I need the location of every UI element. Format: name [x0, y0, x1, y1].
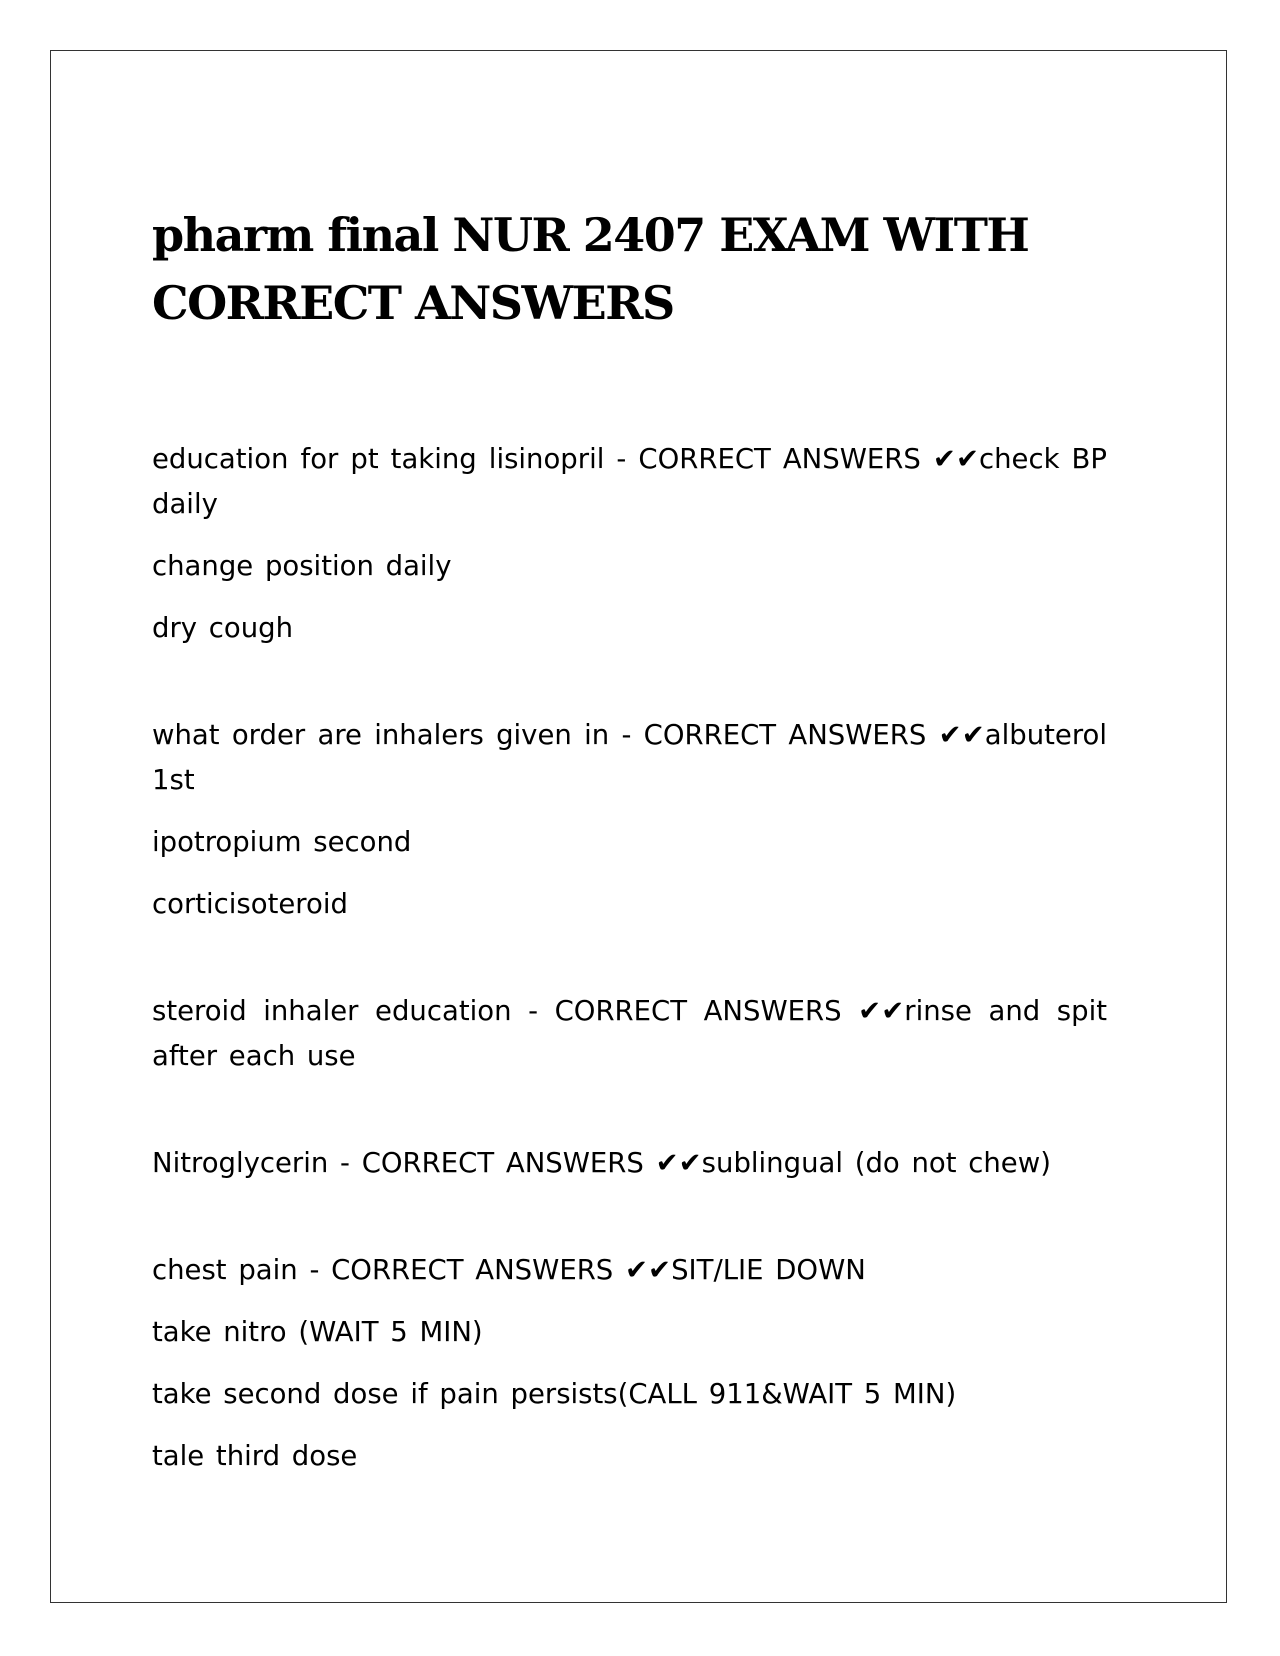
document-content [152, 151, 1107, 1541]
qa-line: ipotropium second [152, 826, 412, 858]
qa-line: education for pt taking lisinopril - CORRECT ANSWERS ✔✔check BP daily [152, 443, 1107, 520]
qa-line: take second dose if pain persists(CALL 911&WAIT 5 MIN) [152, 1378, 957, 1410]
qa-line: corticisoteroid [152, 888, 348, 920]
qa-line: change position daily [152, 550, 452, 582]
document-title: pharm final NUR 2407 EXAM WITH CORRECT ANSWERS [152, 208, 1029, 330]
qa-entry-nitroglycerin [152, 1141, 1107, 1186]
qa-entry-steroid-inhaler [152, 989, 1107, 1079]
qa-entry-inhaler-order [152, 713, 1107, 927]
qa-line: tale third dose [152, 1440, 358, 1472]
qa-list [152, 437, 1107, 1479]
qa-entry-lisinopril [152, 437, 1107, 651]
qa-line: what order are inhalers given in - CORRECT ANSWERS ✔✔albuterol 1st [152, 719, 1107, 796]
qa-line: dry cough [152, 612, 294, 644]
qa-entry-chest-pain [152, 1248, 1107, 1479]
qa-line: steroid inhaler education - CORRECT ANSWERS ✔✔rinse and spit after each use [152, 995, 1107, 1072]
qa-line: Nitroglycerin - CORRECT ANSWERS ✔✔sublingual (do not chew) [152, 1147, 1051, 1179]
document-page [50, 50, 1227, 1603]
qa-line: chest pain - CORRECT ANSWERS ✔✔SIT/LIE DOWN [152, 1254, 866, 1286]
qa-line: take nitro (WAIT 5 MIN) [152, 1316, 483, 1348]
